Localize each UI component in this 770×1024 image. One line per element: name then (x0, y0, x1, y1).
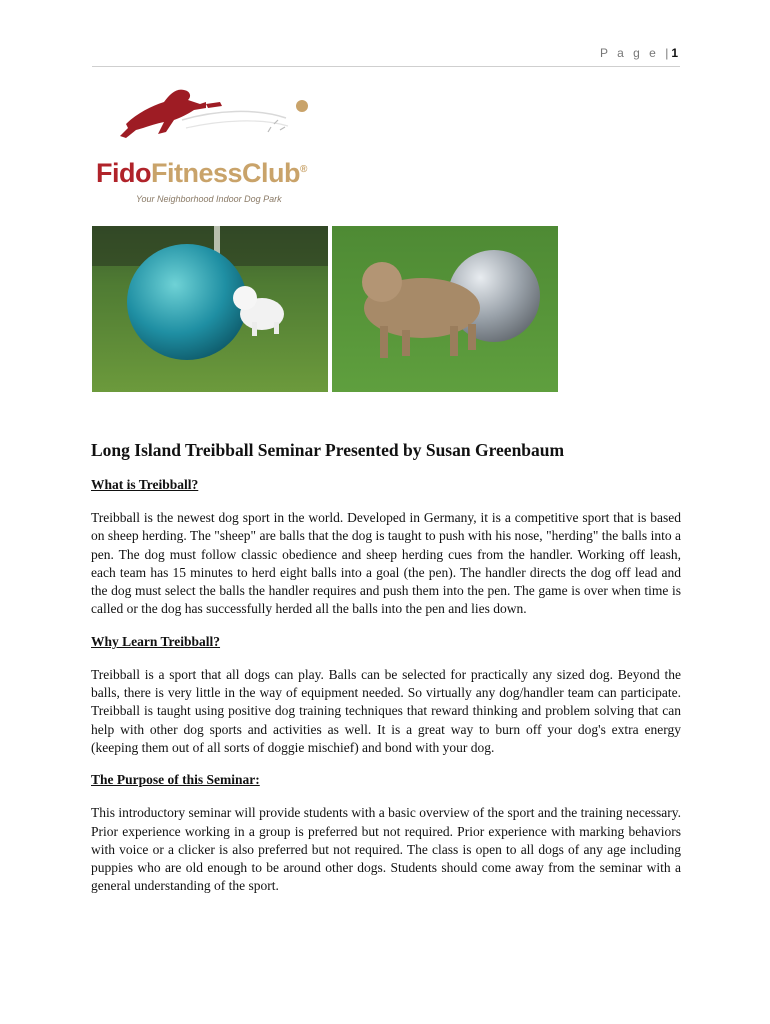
document-title: Long Island Treibball Seminar Presented by Susan Greenbaum (91, 440, 565, 460)
logo-tagline: Your Neighborhood Indoor Dog Park (136, 194, 282, 204)
header-rule (92, 66, 680, 67)
fido-fitness-club-logo (96, 80, 366, 210)
section-body-what-is-treibball: Treibball is the newest dog sport in the world. Developed in Germany, it is a competitive sport that is based on sheep herding. The "sheep" are balls that the dog is taught to push with his nose, "herding" the balls into a pen. The dog must follow classic obedience and sheep herding cues from the handler. Working off leash, each team has 15 minutes to herd eight balls into a goal (the pen). The handler directs the dog off lead and the dog must select the balls the handler requires and push them into the pen. The game is over when time is called or the dog has successfully herded all the balls into the pen and lies down. (91, 510, 681, 617)
section-body-purpose-of-seminar: This introductory seminar will provide students with a basic overview of the sport and the training necessary. Prior experience working in a group is preferred but not required. Prior experience with marking behaviors with voice or a clicker is also preferred but not required. The class is open to all dogs of any age including puppies who are old enough to be around other dogs. Students should come away from the seminar with a general understanding of the sport. (91, 805, 681, 894)
page-number: 1 (671, 46, 678, 60)
leaping-dog-icon (96, 80, 366, 160)
document-body (91, 440, 681, 911)
page-header (600, 46, 678, 60)
dog-with-blue-ball-photo (92, 226, 328, 392)
section-heading-purpose-of-seminar: The Purpose of this Seminar: (91, 772, 260, 788)
section-heading-why-learn-treibball: Why Learn Treibball? (91, 633, 221, 649)
logo-wordmark: FidoFitnessClub® (96, 158, 307, 188)
page-label: P a g e (600, 46, 659, 60)
section-heading-what-is-treibball: What is Treibball? (91, 477, 199, 492)
section-body-why-learn-treibball: Treibball is a sport that all dogs can play. Balls can be selected for practically any sized dog. Beyond the balls, there is very little in the way of equipment needed. So virtually any dog/handler team can participate. Treibball is taught using positive dog training techniques that reward thinking and problem solving that can help with other dog sports and activities as well. It is a great way to burn off your dog's extra energy (keeping them out of all sorts of doggie mischief) and bond with your dog. (91, 666, 681, 755)
page-separator: | (665, 46, 672, 60)
dog-with-silver-ball-photo (332, 226, 558, 392)
